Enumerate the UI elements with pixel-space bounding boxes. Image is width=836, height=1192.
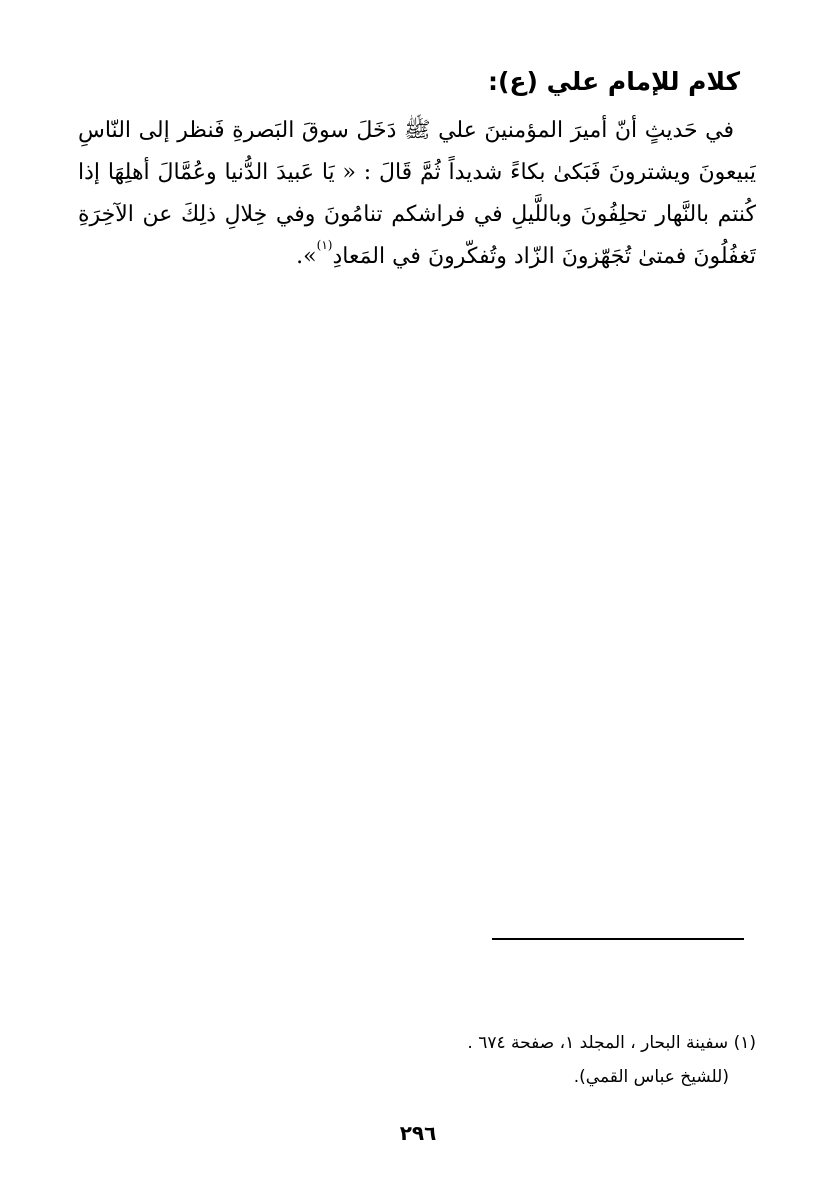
page-number: ٢٩٦ xyxy=(399,1121,437,1145)
body-paragraph xyxy=(78,110,756,278)
paragraph-line-2: يَبيعونَ ويشترونَ فَبَكىٰ بكاءً شديداً ثُمَّ قَالَ : « يَا عَبيدَ الدُّنيا وعُمَّالَ أهلِهَا إذا xyxy=(78,160,756,185)
footnote-line-1: (١) سفينة البحار ، المجلد ١، صفحة ٦٧٤ . xyxy=(467,1033,756,1053)
paragraph-line-3: كُنتم بالنَّهار تحلِفُونَ وباللَّيلِ في فراشكم تنامُونَ وفي خِلالِ ذلِكَ عن الآخِرَةِ xyxy=(78,202,756,227)
paragraph-line-1: في حَديثٍ أنّ أميرَ المؤمنينَ علي ﷺ دَخَلَ سوقَ البَصرةِ فَنظر إلى النّاسِ xyxy=(78,118,734,143)
footnote-separator xyxy=(492,938,744,940)
footnote xyxy=(467,1026,756,1094)
section-heading: كلام للإمام علي (ع): xyxy=(487,67,740,96)
footnote-reference[interactable]: (١) xyxy=(316,238,333,252)
footnote-line-2: (للشيخ عباس القمي). xyxy=(573,1067,729,1087)
paragraph-line-4 xyxy=(78,236,756,278)
quote-close: ». xyxy=(296,244,317,269)
paragraph-line-4-text: تَغفُلُونَ فمتىٰ تُجَهّزونَ الزّاد وتُفكّرونَ في المَعادِ xyxy=(332,244,756,269)
